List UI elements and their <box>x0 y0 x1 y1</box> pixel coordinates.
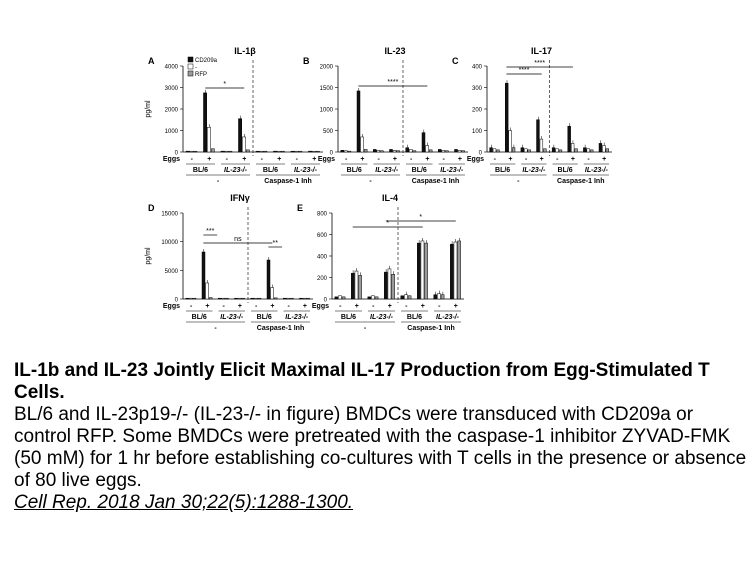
panel-b-bar <box>455 149 458 152</box>
panel-a-treat-label: - <box>216 178 220 185</box>
panel-a-eggs-sign: + <box>207 156 212 163</box>
panel-a-legend-swatch <box>188 64 193 69</box>
panel-c-bar <box>552 148 555 152</box>
panel-a-bar <box>238 119 241 152</box>
panel-d-bar <box>206 283 209 299</box>
panel-d-eggs-sign: - <box>189 303 193 310</box>
panel-d-eggs-sign: + <box>302 303 307 310</box>
panel-d-bar <box>290 298 293 299</box>
panel-e-bar <box>408 296 411 299</box>
panel-b-bar <box>442 150 445 152</box>
panel-a-legend-swatch <box>188 57 193 62</box>
panel-c-eggs-sign: + <box>570 156 575 163</box>
panel-b-ytick-label: 500 <box>322 129 333 135</box>
panel-a-eggs-sign: - <box>190 156 193 163</box>
panel-c-group-label: BL/6 <box>557 167 573 174</box>
panel-b-bar <box>409 149 412 152</box>
panel-a-bar <box>246 150 249 152</box>
panel-c-title: IL-17 <box>530 46 553 56</box>
panel-d-ylabel: pg/ml <box>145 247 152 265</box>
panel-a-eggs-label: Eggs <box>162 156 180 163</box>
panel-c-bar <box>493 149 496 152</box>
panel-e-eggs-sign: + <box>387 303 392 310</box>
panel-b-bar <box>429 150 432 152</box>
panel-e-group-label: BL/6 <box>406 314 423 321</box>
panel-d-eggs-sign: - <box>254 303 258 310</box>
panel-d-bar <box>251 298 254 299</box>
panel-e-bar <box>454 242 457 299</box>
panel-a-eggs-sign: + <box>312 156 317 163</box>
panel-b-bar <box>364 149 367 152</box>
panel-d-bar <box>189 298 192 299</box>
panel-d-bar <box>254 298 257 299</box>
panel-c-bar <box>590 150 593 152</box>
panel-a-bar <box>229 151 232 152</box>
panel-e-eggs-sign: - <box>405 303 408 310</box>
panel-b-ytick-label: 1500 <box>319 86 333 92</box>
panel-a-bar <box>295 151 298 152</box>
panel-b-bar <box>341 150 344 152</box>
panel-c-bar <box>540 139 543 152</box>
caption-body: BL/6 and IL-23p19-/- (IL-23-/- in figure) BMDCs were transduced with CD209a or control RFP. Some BMDCs were pretreated with the caspase-1 inhibitor ZYVAD-FMK (50 mM) for 1 hr before establishing co-cultures with T cells in the presence or absence of 80 live eggs. <box>14 404 747 491</box>
panel-a-group-label: BL/6 <box>192 167 209 174</box>
panel-a-bar <box>312 151 315 152</box>
panel-c-ytick-label: 400 <box>471 64 482 71</box>
panel-a-bar <box>260 151 263 152</box>
panel-d-eggs-sign: - <box>222 303 225 310</box>
panel-a-bar <box>190 151 193 152</box>
panel-c-bar <box>528 150 531 152</box>
panel-d-ytick-label: 10000 <box>161 240 178 247</box>
panel-a-bar <box>308 151 311 152</box>
panel-c-bar <box>568 126 571 152</box>
panel-d-bar <box>242 298 245 299</box>
panel-d-bar <box>193 298 196 299</box>
panel-e-eggs-sign: - <box>438 303 441 310</box>
panel-d-title: IFNγ <box>230 193 250 203</box>
panel-a-bar <box>316 151 319 152</box>
panel-d-ytick-label: 0 <box>174 297 178 304</box>
panel-d-bar <box>238 298 241 299</box>
panel-b-bar <box>393 150 396 152</box>
panel-a-bar <box>225 151 228 152</box>
panel-b-bar <box>344 151 347 152</box>
panel-c-ytick-label: 0 <box>478 150 482 157</box>
panel-b-treat-label: - <box>369 178 372 185</box>
panel-e-bar <box>338 296 341 299</box>
panel-b-eggs-sign: + <box>425 156 430 163</box>
panel-b-bar <box>458 150 461 152</box>
panel-e-bar <box>388 269 391 299</box>
panel-b-ytick-label: 0 <box>329 150 333 157</box>
panel-a-eggs-sign: - <box>225 156 228 163</box>
panel-c-bar <box>490 148 493 152</box>
panel-d-bar <box>271 288 274 299</box>
panel-b-group-label: IL-23-/- <box>440 167 464 174</box>
panel-b-bar <box>438 149 441 152</box>
panel-d-bar <box>307 298 310 299</box>
panel-b-ytick-label: 1000 <box>319 107 333 114</box>
panel-c-bar <box>599 143 602 152</box>
panel-c-treat-label: - <box>517 178 520 185</box>
panel-e-eggs-sign: - <box>372 303 375 310</box>
panel-c-bar <box>556 149 559 152</box>
panel-b-bar <box>373 149 376 152</box>
panel-d-treat-label: - <box>214 325 217 332</box>
panel-d-bar <box>225 298 228 299</box>
panel-b-title: IL-23 <box>384 46 406 56</box>
panel-e-bar <box>375 297 378 299</box>
panel-b-bar <box>348 151 351 152</box>
panel-b-treat-label: Caspase-1 Inh <box>411 178 460 185</box>
panel-c-ytick-label: 200 <box>471 107 482 114</box>
panel-a-eggs-sign: + <box>277 156 282 163</box>
panel-c-bar <box>524 149 527 152</box>
panel-e-eggs-sign: + <box>420 303 425 310</box>
panel-e-sig-label: * <box>386 220 390 227</box>
panel-d-group-label: IL-23-/- <box>220 314 244 321</box>
panel-c-bar <box>575 149 578 152</box>
panel-e-group-label: IL-23-/- <box>370 314 393 321</box>
panel-d-bar <box>258 298 261 299</box>
panel-e-bar <box>434 295 437 299</box>
panel-b-bar <box>422 133 425 152</box>
panel-c-eggs-sign: + <box>602 156 607 163</box>
panel-c-eggs-sign: + <box>539 156 544 163</box>
panel-e-ytick-label: 600 <box>316 233 327 239</box>
panel-e-letter: E <box>297 203 304 213</box>
caption-reference: Cell Rep. 2018 Jan 30;22(5):1288-1300. <box>14 492 354 513</box>
panel-e-bar <box>425 243 428 299</box>
panel-c-bar <box>587 149 590 152</box>
panel-a-group-label: IL-23-/- <box>294 167 317 174</box>
panel-a-group-label: BL/6 <box>262 167 279 174</box>
panel-d-bar <box>267 260 270 299</box>
panel-b-bar <box>397 151 400 152</box>
panel-b-bar <box>380 151 383 152</box>
panel-c-sig-label: **** <box>534 60 546 67</box>
panel-e-group-label: IL-23-/- <box>436 314 459 321</box>
panel-e-bar <box>450 244 453 299</box>
panel-c-bar <box>606 149 609 152</box>
panel-a-legend-swatch <box>188 71 193 76</box>
panel-a-bar <box>221 151 224 152</box>
panel-c-sig-label: **** <box>518 67 530 74</box>
panel-c-bar <box>559 150 562 152</box>
panel-e-ytick-label: 800 <box>316 211 327 218</box>
panel-b-group-label: IL-23-/- <box>375 167 399 174</box>
panel-a-treat-label: Caspase-1 Inh <box>264 178 312 185</box>
panel-a-ytick-label: 4000 <box>164 64 178 71</box>
panel-d-bar <box>283 298 286 299</box>
panel-e-bar <box>368 297 371 299</box>
panel-a-ytick-label: 3000 <box>164 86 178 92</box>
panel-b-eggs-sign: - <box>409 156 413 163</box>
panel-c-eggs-sign: - <box>524 156 528 163</box>
panel-d-bar <box>287 298 290 299</box>
panel-a-bar <box>291 151 294 152</box>
panel-e-eggs-sign: + <box>453 303 458 310</box>
panel-a-sig-label: * <box>223 81 227 88</box>
panel-a-ylabel: pg/ml <box>145 100 152 118</box>
panel-b-letter: B <box>303 56 310 66</box>
panel-a-title: IL-1β <box>234 46 256 56</box>
panel-d-group-label: BL/6 <box>256 314 272 321</box>
panel-a-legend-label: CD209a <box>195 58 218 64</box>
panel-d-bar <box>235 298 238 299</box>
panel-d-bar <box>300 298 303 299</box>
panel-d-eggs-sign: + <box>205 303 210 310</box>
panel-e-treat-label: Caspase-1 Inh <box>407 325 455 332</box>
panel-d-bar <box>274 298 277 299</box>
panel-d-letter: D <box>148 203 155 213</box>
panel-c-treat-label: Caspase-1 Inh <box>557 178 605 185</box>
caption-title: IL-1b and IL-23 Jointly Elicit Maximal IL-17 Production from Egg-Stimulated T Cells. <box>14 360 710 403</box>
panel-a-group-label: IL-23-/- <box>224 167 247 174</box>
panel-a-bar <box>207 127 210 152</box>
panel-d-eggs-label: Eggs <box>162 303 180 310</box>
panel-a-bar <box>299 151 302 152</box>
panel-d-bar <box>303 298 306 299</box>
panel-b-bar <box>462 151 465 152</box>
panel-e-bar <box>335 297 338 299</box>
panel-c-ytick-label: 300 <box>471 86 482 92</box>
panel-d-sig-label: ns <box>234 236 242 243</box>
panel-e-eggs-label: Eggs <box>311 303 329 310</box>
panel-b-eggs-sign: + <box>457 156 462 163</box>
panel-a-ytick-label: 0 <box>174 150 178 157</box>
panel-a-bar <box>273 151 276 152</box>
panel-e-bar <box>441 295 444 299</box>
panel-b-eggs-sign: - <box>344 156 348 163</box>
caption <box>14 360 749 514</box>
panel-c-bar <box>512 148 515 152</box>
panel-d-bar <box>209 298 212 299</box>
panel-a-bar <box>203 93 206 152</box>
panel-b-eggs-sign: - <box>377 156 380 163</box>
panel-a-eggs-sign: - <box>295 156 298 163</box>
panel-d-bar <box>218 298 221 299</box>
panel-b-bar <box>357 91 360 152</box>
panel-e-eggs-sign: + <box>354 303 359 310</box>
panel-e-ytick-label: 200 <box>316 276 327 282</box>
panel-a-eggs-sign: - <box>260 156 263 163</box>
panel-a-bar <box>194 151 197 152</box>
panel-b-bar <box>406 148 409 152</box>
panel-b-eggs-label: Eggs <box>317 156 335 163</box>
panel-a-ytick-label: 1000 <box>164 129 178 135</box>
panel-d-bar <box>186 298 189 299</box>
panel-b-bar <box>413 151 416 152</box>
panel-c-eggs-sign: - <box>556 156 559 163</box>
panel-d-treat-label: Caspase-1 Inh <box>256 325 305 332</box>
panel-a-legend-label: - <box>195 65 197 71</box>
panel-c-bar <box>521 148 524 152</box>
panel-c-bar <box>537 120 540 152</box>
panel-c-bar <box>497 150 500 152</box>
panel-d-ytick-label: 15000 <box>161 211 178 218</box>
panel-a-eggs-sign: + <box>242 156 247 163</box>
panel-c-bar <box>543 149 546 152</box>
panel-d-group-label: BL/6 <box>191 314 207 321</box>
panel-e-title: IL-4 <box>381 193 399 203</box>
panel-a-bar <box>264 151 267 152</box>
panel-e-ytick-label: 400 <box>316 254 327 261</box>
panel-b-eggs-sign: + <box>360 156 365 163</box>
panel-b-group-label: BL/6 <box>346 167 362 174</box>
panel-e-bar <box>404 295 407 299</box>
panel-c-group-label: BL/6 <box>495 167 511 174</box>
panel-b-eggs-sign: + <box>392 156 397 163</box>
panel-c-eggs-sign: + <box>508 156 513 163</box>
panel-a-letter: A <box>148 56 155 66</box>
panel-e-bar <box>421 241 424 299</box>
panel-b-bar <box>426 146 429 152</box>
panel-b-ytick-label: 2000 <box>319 64 333 71</box>
panel-c-group-label: IL-23-/- <box>522 167 546 174</box>
panel-c-letter: C <box>452 56 459 66</box>
panel-e-ytick-label: 0 <box>323 297 327 304</box>
panel-e-bar <box>417 243 420 299</box>
panel-a-bar <box>256 151 259 152</box>
panel-e-bar <box>401 296 404 299</box>
panel-e-bar <box>359 275 362 299</box>
panel-d-group-label: IL-23-/- <box>285 314 309 321</box>
panel-e-bar <box>384 272 387 299</box>
panel-c-group-label: IL-23-/- <box>584 167 608 174</box>
panel-c-ytick-label: 100 <box>471 129 482 135</box>
panel-b-group-label: BL/6 <box>411 167 427 174</box>
panel-e-treat-label: - <box>363 325 367 332</box>
panel-d-eggs-sign: + <box>270 303 275 310</box>
panel-c-bar <box>602 146 605 152</box>
panel-a-bar <box>186 151 189 152</box>
panel-b-bar <box>390 149 393 152</box>
panel-e-eggs-sign: - <box>339 303 342 310</box>
panel-d-bar <box>222 298 225 299</box>
panel-b-bar <box>377 150 380 152</box>
panel-d-sig-label: ** <box>272 240 278 247</box>
panel-b-eggs-sign: - <box>442 156 445 163</box>
panel-a-bar <box>277 151 280 152</box>
panel-b-bar <box>445 151 448 152</box>
panel-e-sig-label: * <box>419 214 423 221</box>
panel-e-bar <box>342 297 345 299</box>
panel-d-sig-label: *** <box>206 228 215 235</box>
panel-c-bar <box>583 148 586 152</box>
panel-a-bar <box>242 137 245 152</box>
panel-a-bar <box>211 149 214 152</box>
panel-d-bar <box>202 252 205 299</box>
panel-c-bar <box>505 83 508 152</box>
panel-b-bar <box>361 137 364 152</box>
panel-e-bar <box>351 273 354 299</box>
panel-c-bar <box>509 131 512 153</box>
panel-e-bar <box>355 271 358 299</box>
panel-a-ytick-label: 2000 <box>164 107 178 114</box>
panel-c-eggs-sign: - <box>587 156 590 163</box>
panel-e-bar <box>458 241 461 299</box>
panel-d-eggs-sign: - <box>287 303 290 310</box>
panel-c-bar <box>571 143 574 152</box>
panel-a-bar <box>281 151 284 152</box>
panel-e-group-label: BL/6 <box>340 314 357 321</box>
panel-e-bar <box>392 274 395 299</box>
panel-d-eggs-sign: + <box>237 303 242 310</box>
panel-c-eggs-sign: - <box>493 156 496 163</box>
panel-a-legend-label: RFP <box>195 72 207 78</box>
panel-c-eggs-label: Eggs <box>466 156 484 163</box>
panel-d-ytick-label: 5000 <box>164 268 178 275</box>
panel-e-bar <box>437 294 440 299</box>
panel-e-bar <box>371 296 374 299</box>
panel-b-sig-label: **** <box>387 79 399 86</box>
